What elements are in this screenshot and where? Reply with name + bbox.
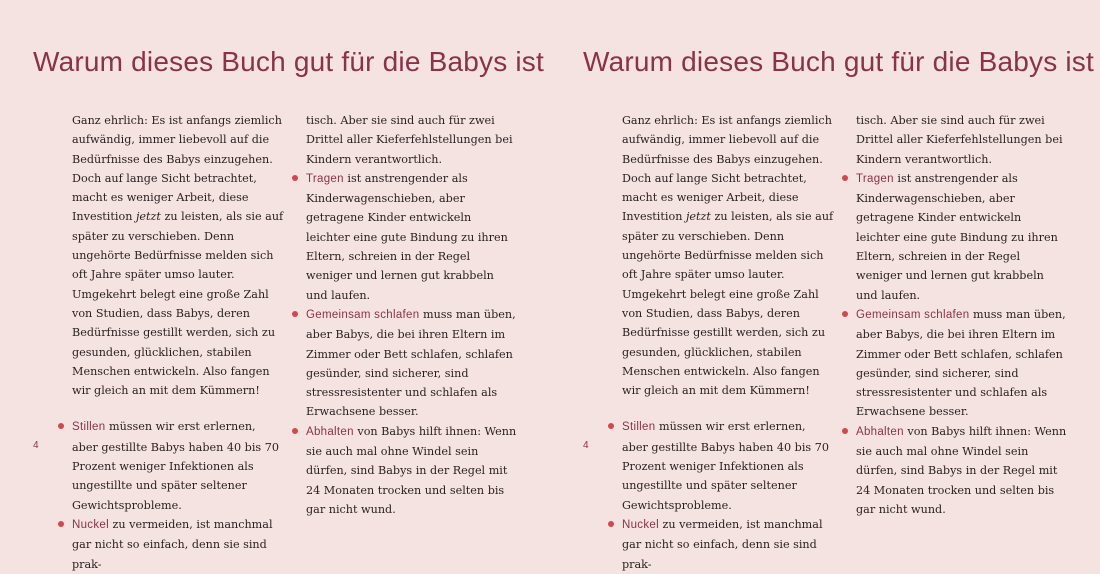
bullet-nuckel — [622, 515, 834, 574]
keyword-nuckel: Nuckel — [622, 518, 659, 531]
bullet-schlafen — [856, 305, 1068, 422]
bullet-dot-icon — [608, 423, 614, 429]
keyword-nuckel: Nuckel — [72, 518, 109, 531]
keyword-stillen: Stillen — [622, 421, 656, 434]
column-right — [856, 111, 1068, 519]
right-page — [550, 0, 1100, 571]
bullet-abhalten — [856, 422, 1068, 519]
intro-emphasis: jetzt — [685, 210, 711, 224]
bullet-dot-icon — [842, 428, 848, 434]
bullet-dot-icon — [292, 175, 298, 181]
intro-paragraph — [72, 111, 284, 400]
text-nuckel: zu vermeiden, ist manchmal gar nicht so einfach, denn sie sind prak- — [72, 517, 273, 571]
bullet-dot-icon — [58, 423, 64, 429]
intro-text-b: zu leisten, als sie auf später zu verschieben. Denn ungehörte Bedürfnisse melden sich oft Jahre später umso lauter. Umgekehrt belegt eine große Zahl von Studien, dass Babys, deren Bedürfnisse gestillt werden, sich zu gesunden, glücklichen, stabilen Menschen entwickeln. Also fangen wir gleich an mit dem Kümmern! — [72, 210, 284, 398]
column-left — [622, 111, 834, 574]
bullet-tragen — [856, 169, 1068, 305]
bullet-dot-icon — [58, 521, 64, 527]
keyword-abhalten: Abhalten — [856, 425, 904, 438]
text-tragen: ist anstrengender als Kinderwagenschieben, aber getragene Kinder entwickeln leichter eine gute Bindung zu ihren Eltern, schreien in der Regel weniger und lernen gut krabbeln und laufen. — [856, 171, 1058, 302]
nuckel-continuation: tisch. Aber sie sind auch für zwei Drittel aller Kieferfehlstellungen bei Kindern verantwortlich. — [856, 114, 1063, 166]
column-right — [306, 111, 518, 519]
column-left — [72, 111, 284, 574]
keyword-schlafen: Gemeinsam schlafen — [856, 308, 970, 321]
keyword-schlafen: Gemeinsam schlafen — [306, 308, 420, 321]
bullet-tragen — [306, 169, 518, 305]
keyword-abhalten: Abhalten — [306, 425, 354, 438]
keyword-stillen: Stillen — [72, 421, 106, 434]
bullet-dot-icon — [292, 311, 298, 317]
text-abhalten: von Babys hilft ihnen: Wenn sie auch mal ohne Windel sein dürfen, sind Babys in der Regel mit 24 Monaten trocken und selten bis gar nicht wund. — [856, 424, 1067, 516]
text-stillen: müssen wir erst erlernen, aber gestillte Babys haben 40 bis 70 Prozent weniger Infektionen als ungestillte und später seltener Gewichtsprobleme. — [622, 420, 829, 512]
bullet-dot-icon — [842, 175, 848, 181]
intro-text-b: zu leisten, als sie auf später zu verschieben. Denn ungehörte Bedürfnisse melden sich oft Jahre später umso lauter. Umgekehrt belegt eine große Zahl von Studien, dass Babys, deren Bedürfnisse gestillt werden, sich zu gesunden, glücklichen, stabilen Menschen entwickeln. Also fangen wir gleich an mit dem Kümmern! — [622, 210, 834, 398]
keyword-tragen: Tragen — [306, 172, 344, 185]
keyword-tragen: Tragen — [856, 172, 894, 185]
bullet-schlafen — [306, 305, 518, 422]
page-number: 4 — [583, 440, 589, 451]
intro-text-a: Ganz ehrlich: Es ist anfangs ziemlich aufwändig, immer liebevoll auf die Bedürfnisse des Babys einzugehen. Doch auf lange Sicht betrachtet, macht es weniger Arbeit, diese Investition — [72, 114, 282, 224]
bullet-dot-icon — [842, 311, 848, 317]
left-page — [0, 0, 550, 571]
text-nuckel: zu vermeiden, ist manchmal gar nicht so einfach, denn sie sind prak- — [622, 517, 823, 571]
page-title: Warum dieses Buch gut für die Babys ist — [583, 46, 1094, 77]
text-tragen: ist anstrengender als Kinderwagenschieben, aber getragene Kinder entwickeln leichter eine gute Bindung zu ihren Eltern, schreien in der Regel weniger und lernen gut krabbeln und laufen. — [306, 171, 508, 302]
text-schlafen: muss man üben, aber Babys, die bei ihren Eltern im Zimmer oder Bett schlafen, schlafen gesünder, sind sicherer, sind stressresistenter und schlafen als Erwachsene besser. — [856, 307, 1066, 419]
intro-text-a: Ganz ehrlich: Es ist anfangs ziemlich aufwändig, immer liebevoll auf die Bedürfnisse des Babys einzugehen. Doch auf lange Sicht betrachtet, macht es weniger Arbeit, diese Investition — [622, 114, 832, 224]
intro-emphasis: jetzt — [135, 210, 161, 224]
bullet-stillen — [72, 417, 284, 514]
bullet-stillen — [622, 417, 834, 514]
bullet-dot-icon — [292, 428, 298, 434]
intro-paragraph — [622, 111, 834, 400]
text-schlafen: muss man üben, aber Babys, die bei ihren Eltern im Zimmer oder Bett schlafen, schlafen gesünder, sind sicherer, sind stressresistenter und schlafen als Erwachsene besser. — [306, 307, 516, 419]
bullet-dot-icon — [608, 521, 614, 527]
text-stillen: müssen wir erst erlernen, aber gestillte Babys haben 40 bis 70 Prozent weniger Infektionen als ungestillte und später seltener Gewichtsprobleme. — [72, 420, 279, 512]
bullet-nuckel — [72, 515, 284, 574]
page-number: 4 — [33, 440, 39, 451]
page-title: Warum dieses Buch gut für die Babys ist — [33, 46, 544, 77]
nuckel-continuation: tisch. Aber sie sind auch für zwei Drittel aller Kieferfehlstellungen bei Kindern verantwortlich. — [306, 114, 513, 166]
text-abhalten: von Babys hilft ihnen: Wenn sie auch mal ohne Windel sein dürfen, sind Babys in der Regel mit 24 Monaten trocken und selten bis gar nicht wund. — [306, 424, 517, 516]
bullet-abhalten — [306, 422, 518, 519]
